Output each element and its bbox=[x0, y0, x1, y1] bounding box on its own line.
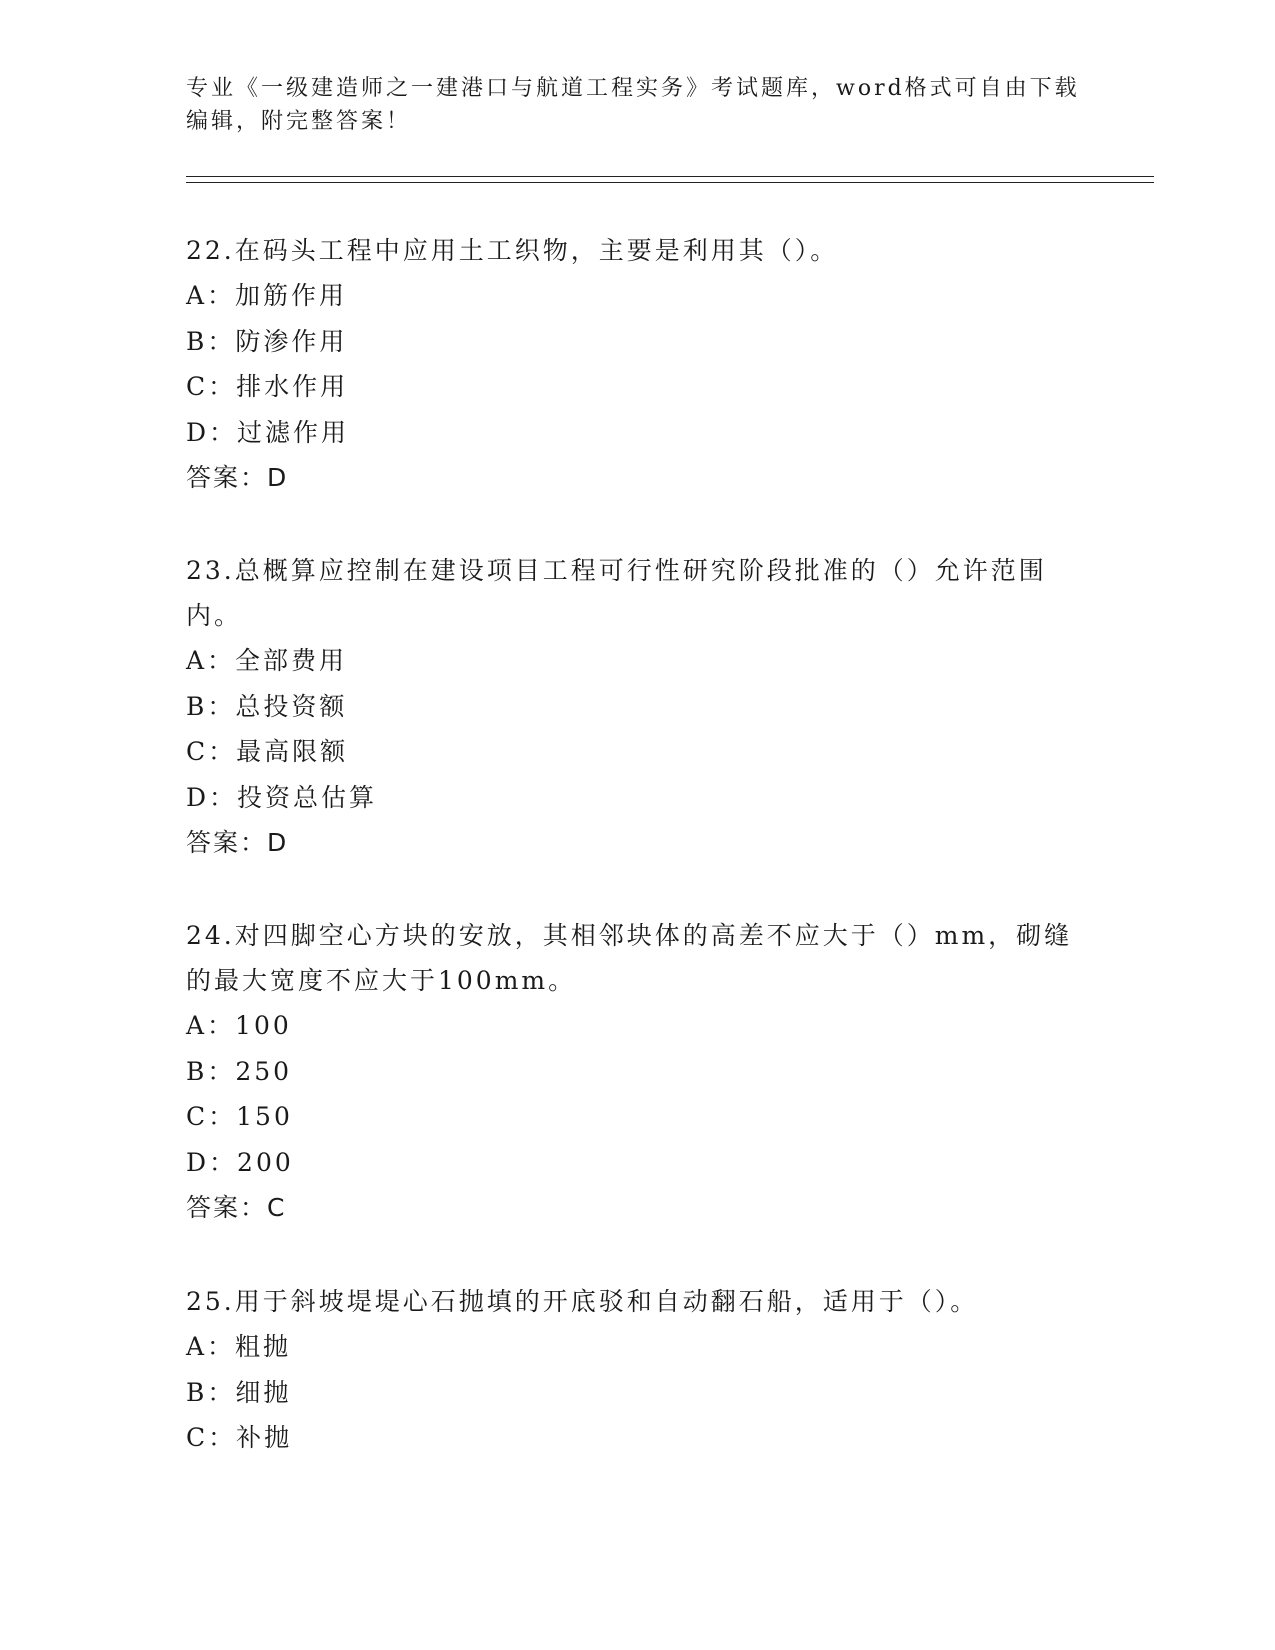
option-b: B：细抛 bbox=[186, 1377, 292, 1407]
answer-line: 答案：D bbox=[186, 463, 289, 492]
option-b: B：250 bbox=[186, 1056, 293, 1086]
option-c: C：150 bbox=[186, 1102, 293, 1131]
option-c: C：补抛 bbox=[186, 1423, 293, 1452]
option-a: A：全部费用 bbox=[186, 646, 348, 675]
question-stem: 25.用于斜坡堤堤心石抛填的开底驳和自动翻石船，适用于（）。 bbox=[186, 1287, 979, 1316]
option-a: A：粗抛 bbox=[186, 1332, 292, 1361]
question-22 bbox=[186, 228, 1086, 500]
option-d: D：过滤作用 bbox=[186, 417, 350, 447]
question-24 bbox=[186, 913, 1086, 1230]
option-a: A：加筋作用 bbox=[186, 281, 348, 310]
option-b: B：总投资额 bbox=[186, 691, 348, 721]
document-intro: 专业《一级建造师之一建港口与航道工程实务》考试题库，word格式可自由下载编辑，附完整答案！ bbox=[186, 76, 1080, 134]
option-d: D：投资总估算 bbox=[186, 782, 378, 812]
answer-line: 答案：C bbox=[186, 1193, 287, 1222]
question-stem: 24.对四脚空心方块的安放，其相邻块体的高差不应大于（）mm，砌缝的最大宽度不应大于100mm。 bbox=[186, 921, 1073, 995]
option-a: A：100 bbox=[186, 1011, 292, 1040]
question-25 bbox=[186, 1279, 1086, 1461]
question-stem: 23.总概算应控制在建设项目工程可行性研究阶段批准的（）允许范围内。 bbox=[186, 556, 1047, 630]
option-b: B：防渗作用 bbox=[186, 326, 348, 356]
header-divider-top bbox=[186, 176, 1154, 177]
question-23 bbox=[186, 548, 1086, 865]
header-divider-bottom bbox=[186, 182, 1154, 183]
option-d: D：200 bbox=[186, 1147, 294, 1177]
question-stem: 22.在码头工程中应用土工织物，主要是利用其（）。 bbox=[186, 236, 839, 265]
option-c: C：排水作用 bbox=[186, 372, 349, 401]
answer-line: 答案：D bbox=[186, 828, 289, 857]
option-c: C：最高限额 bbox=[186, 737, 349, 766]
